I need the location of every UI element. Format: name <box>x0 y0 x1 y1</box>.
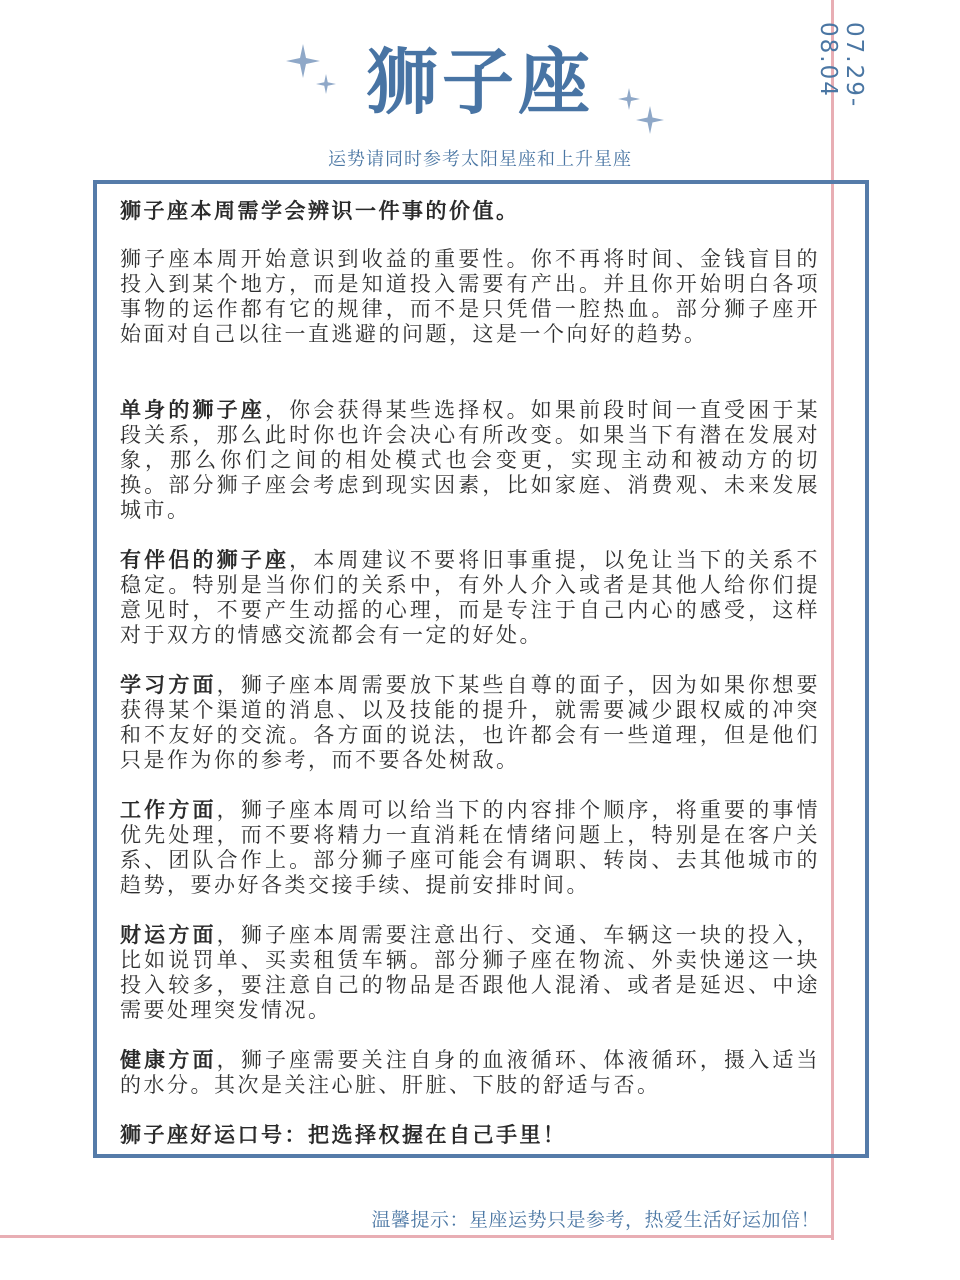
partnered-label: 有伴侣的狮子座 <box>120 548 290 572</box>
sparkle-icon <box>286 44 320 81</box>
date-range: 07.29-08.04 <box>815 22 867 109</box>
health-label: 健康方面 <box>120 1048 217 1072</box>
study-label: 学习方面 <box>120 673 217 697</box>
health-text: ，狮子座需要关注自身的血液循环、体液循环，摄入适当的水分。其次是关注心脏、肝脏、下肢的舒适与否。 <box>120 1048 821 1097</box>
decorative-horizontal-line <box>0 1235 834 1238</box>
sparkle-icon <box>316 74 336 97</box>
partnered-paragraph <box>120 548 820 648</box>
page-subtitle: 运势请同时参考太阳星座和上升星座 <box>328 149 632 170</box>
finance-paragraph <box>120 923 820 1023</box>
health-paragraph <box>120 1048 820 1098</box>
finance-label: 财运方面 <box>120 923 217 947</box>
footer-tip: 温馨提示：星座运势只是参考，热爱生活好运加倍！ <box>371 1209 820 1231</box>
work-paragraph <box>120 798 820 898</box>
work-text: ，狮子座本周可以给当下的内容排个顺序，将重要的事情优先处理，而不要将精力一直消耗在情绪问题上，特别是在客户关系、团队合作上。部分狮子座可能会有调职、转岗、去其他城市的趋势，要办好各类交接手续、提前安排时间。 <box>120 798 821 897</box>
single-label: 单身的狮子座 <box>120 398 265 422</box>
study-text: ，狮子座本周需要放下某些自尊的面子，因为如果你想要获得某个渠道的消息、以及技能的提升，就需要减少跟权威的冲突和不友好的交流。各方面的说法，也许都会有一些道理，但是他们只是作为你的参考，而不要各处树敌。 <box>120 673 821 772</box>
study-paragraph <box>120 673 820 773</box>
page-title: 狮子座 <box>365 40 594 124</box>
finance-text: ，狮子座本周需要注意出行、交通、车辆这一块的投入，比如说罚单、买卖租赁车辆。部分狮子座在物流、外卖快递这一块投入较多，要注意自己的物品是否跟他人混淆、或者是延迟、中途需要处理突发情况。 <box>120 923 821 1022</box>
headline: 狮子座本周需学会辨识一件事的价值。 <box>120 199 520 223</box>
single-text: ，你会获得某些选择权。如果前段时间一直受困于某段关系，那么此时你也许会决心有所改变。如果当下有潜在发展对象，那么你们之间的相处模式也会变更，实现主动和被动方的切换。部分狮子座会考虑到现实因素，比如家庭、消费观、未来发展城市。 <box>120 398 821 522</box>
partnered-text: ，本周建议不要将旧事重提，以免让当下的关系不稳定。特别是当你们的关系中，有外人介入或者是其他人给你们提意见时，不要产生动摇的心理，而是专注于自己内心的感受，这样对于双方的情感交流都会有一定的好处。 <box>120 548 820 647</box>
slogan: 狮子座好运口号：把选择权握在自己手里！ <box>120 1123 567 1147</box>
sparkle-icon <box>636 106 664 137</box>
work-label: 工作方面 <box>120 798 217 822</box>
single-paragraph <box>120 398 820 523</box>
intro-paragraph: 狮子座本周开始意识到收益的重要性。你不再将时间、金钱盲目的投入到某个地方，而是知道投入需要有产出。并且你开始明白各项事物的运作都有它的规律，而不是只凭借一腔热血。部分狮子座开始面对自己以往一直逃避的问题，这是一个向好的趋势。 <box>120 247 820 346</box>
